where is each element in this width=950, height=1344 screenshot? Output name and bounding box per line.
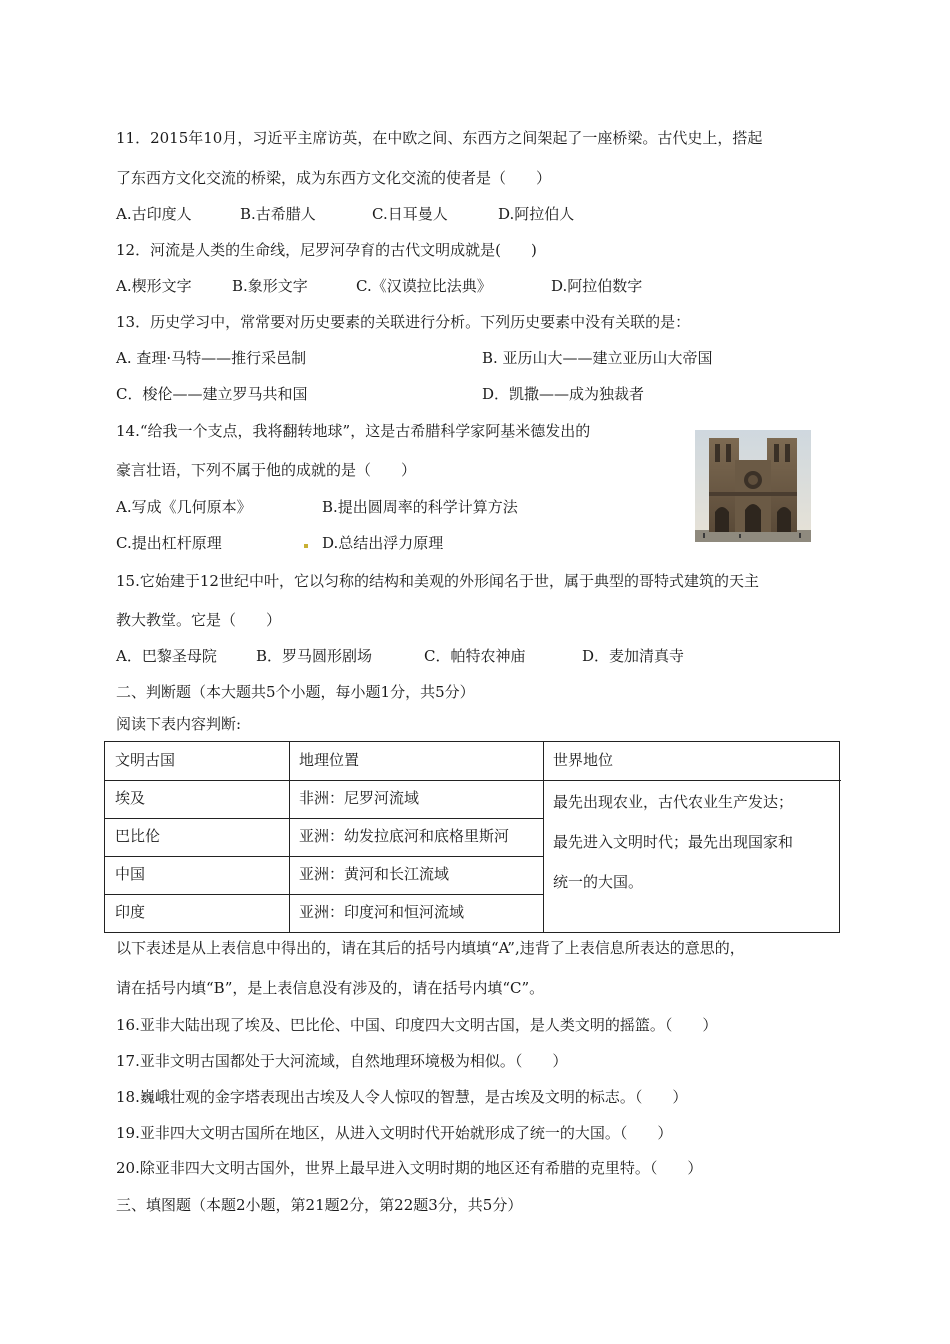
table-header-status: 世界地位	[553, 751, 614, 769]
judgment-item: 20.除亚非四大文明古国外，世界上最早进入文明时期的地区还有希腊的克里特。（ ）	[116, 1159, 703, 1177]
q15-option-c: C．帕特农神庙	[424, 647, 526, 665]
q12-option-b: B.象形文字	[232, 277, 308, 295]
q13-option-a: A. 查理·马特——推行采邑制	[116, 349, 307, 367]
q12-stem: 12．河流是人类的生命线，尼罗河孕育的古代文明成就是( )	[116, 241, 537, 259]
table-cell-location: 亚洲：印度河和恒河流域	[299, 903, 465, 921]
q12-option-a: A.楔形文字	[116, 277, 192, 295]
judgment-item: 18.巍峨壮观的金字塔表现出古埃及人令人惊叹的智慧，是古埃及文明的标志。（ ）	[116, 1088, 688, 1106]
notre-dame-cathedral-image	[695, 430, 811, 542]
q14-stem-line1: 14.“给我一个支点，我将翻转地球”，这是古希腊科学家阿基米德发出的	[116, 422, 591, 440]
q15-option-d: D．麦加清真寺	[582, 647, 685, 665]
q14-option-b: B.提出圆周率的科学计算方法	[322, 498, 518, 516]
judgment-item: 19.亚非四大文明古国所在地区，从进入文明时代开始就形成了统一的大国。（ ）	[116, 1124, 673, 1142]
q12-option-d: D.阿拉伯数字	[551, 277, 643, 295]
instructions-line2: 请在括号内填“B”，是上表信息没有涉及的，请在括号内填“C”。	[116, 979, 545, 997]
table-cell-country: 埃及	[115, 789, 146, 807]
q15-option-a: A．巴黎圣母院	[116, 647, 217, 665]
q11-stem-line1: 11．2015年10月，习近平主席访英，在中欧之间、东西方之间架起了一座桥梁。古代史上，搭起	[116, 129, 763, 147]
q13-option-d: D．凯撒——成为独裁者	[482, 385, 645, 403]
section2-intro: 阅读下表内容判断:	[116, 715, 242, 733]
table-cell-country: 印度	[115, 903, 146, 921]
q11-option-b: B.古希腊人	[240, 205, 316, 223]
table-cell-location: 非洲：尼罗河流域	[299, 789, 420, 807]
q11-option-a: A.古印度人	[116, 205, 192, 223]
judgment-item: 17.亚非文明古国都处于大河流域，自然地理环境极为相似。（ ）	[116, 1052, 568, 1070]
q11-stem-line2: 了东西方文化交流的桥梁，成为东西方文化交流的使者是（ ）	[116, 169, 552, 187]
q15-stem-line2: 教大教堂。它是（ ）	[116, 611, 282, 629]
instructions-line1: 以下表述是从上表信息中得出的，请在其后的括号内填填“A”,违背了上表信息所表达的意思的，	[116, 939, 745, 957]
table-cell-country: 巴比伦	[115, 827, 161, 845]
table-status-line: 最先出现农业，古代农业生产发达；	[553, 793, 794, 811]
q14-option-d: D.总结出浮力原理	[322, 534, 444, 552]
q14-stem-line2: 豪言壮语，下列不属于他的成就的是（ ）	[116, 461, 417, 479]
table-status-line: 统一的大国。	[553, 873, 644, 891]
civilizations-table	[104, 741, 840, 933]
section2-title: 二、判断题（本大题共5个小题，每小题1分，共5分）	[116, 683, 475, 701]
q14-option-a: A.写成《几何原本》	[116, 498, 252, 516]
judgment-item: 16.亚非大陆出现了埃及、巴比伦、中国、印度四大文明古国，是人类文明的摇篮。（ ）	[116, 1016, 718, 1034]
q12-option-c: C.《汉谟拉比法典》	[356, 277, 492, 295]
table-header-country: 文明古国	[115, 751, 176, 769]
q13-option-b: B. 亚历山大——建立亚历山大帝国	[482, 349, 713, 367]
section3-title: 三、填图题（本题2小题，第21题2分，第22题3分，共5分）	[116, 1196, 523, 1214]
q13-option-c: C．梭伦——建立罗马共和国	[116, 385, 308, 403]
q11-option-d: D.阿拉伯人	[498, 205, 575, 223]
q11-option-c: C.日耳曼人	[372, 205, 448, 223]
table-cell-location: 亚洲：幼发拉底河和底格里斯河	[299, 827, 510, 845]
table-header-location: 地理位置	[299, 751, 360, 769]
q14-option-c: C.提出杠杆原理	[116, 534, 222, 552]
q15-option-b: B．罗马圆形剧场	[256, 647, 373, 665]
q13-stem: 13．历史学习中，常常要对历史要素的关联进行分析。下列历史要素中没有关联的是：	[116, 313, 691, 331]
table-status-line: 最先进入文明时代；最先出现国家和	[553, 833, 794, 851]
table-cell-location: 亚洲：黄河和长江流域	[299, 865, 450, 883]
stray-mark	[304, 544, 308, 548]
q15-stem-line1: 15.它始建于12世纪中叶，它以匀称的结构和美观的外形闻名于世，属于典型的哥特式建筑的天主	[116, 572, 759, 590]
table-cell-country: 中国	[115, 865, 146, 883]
